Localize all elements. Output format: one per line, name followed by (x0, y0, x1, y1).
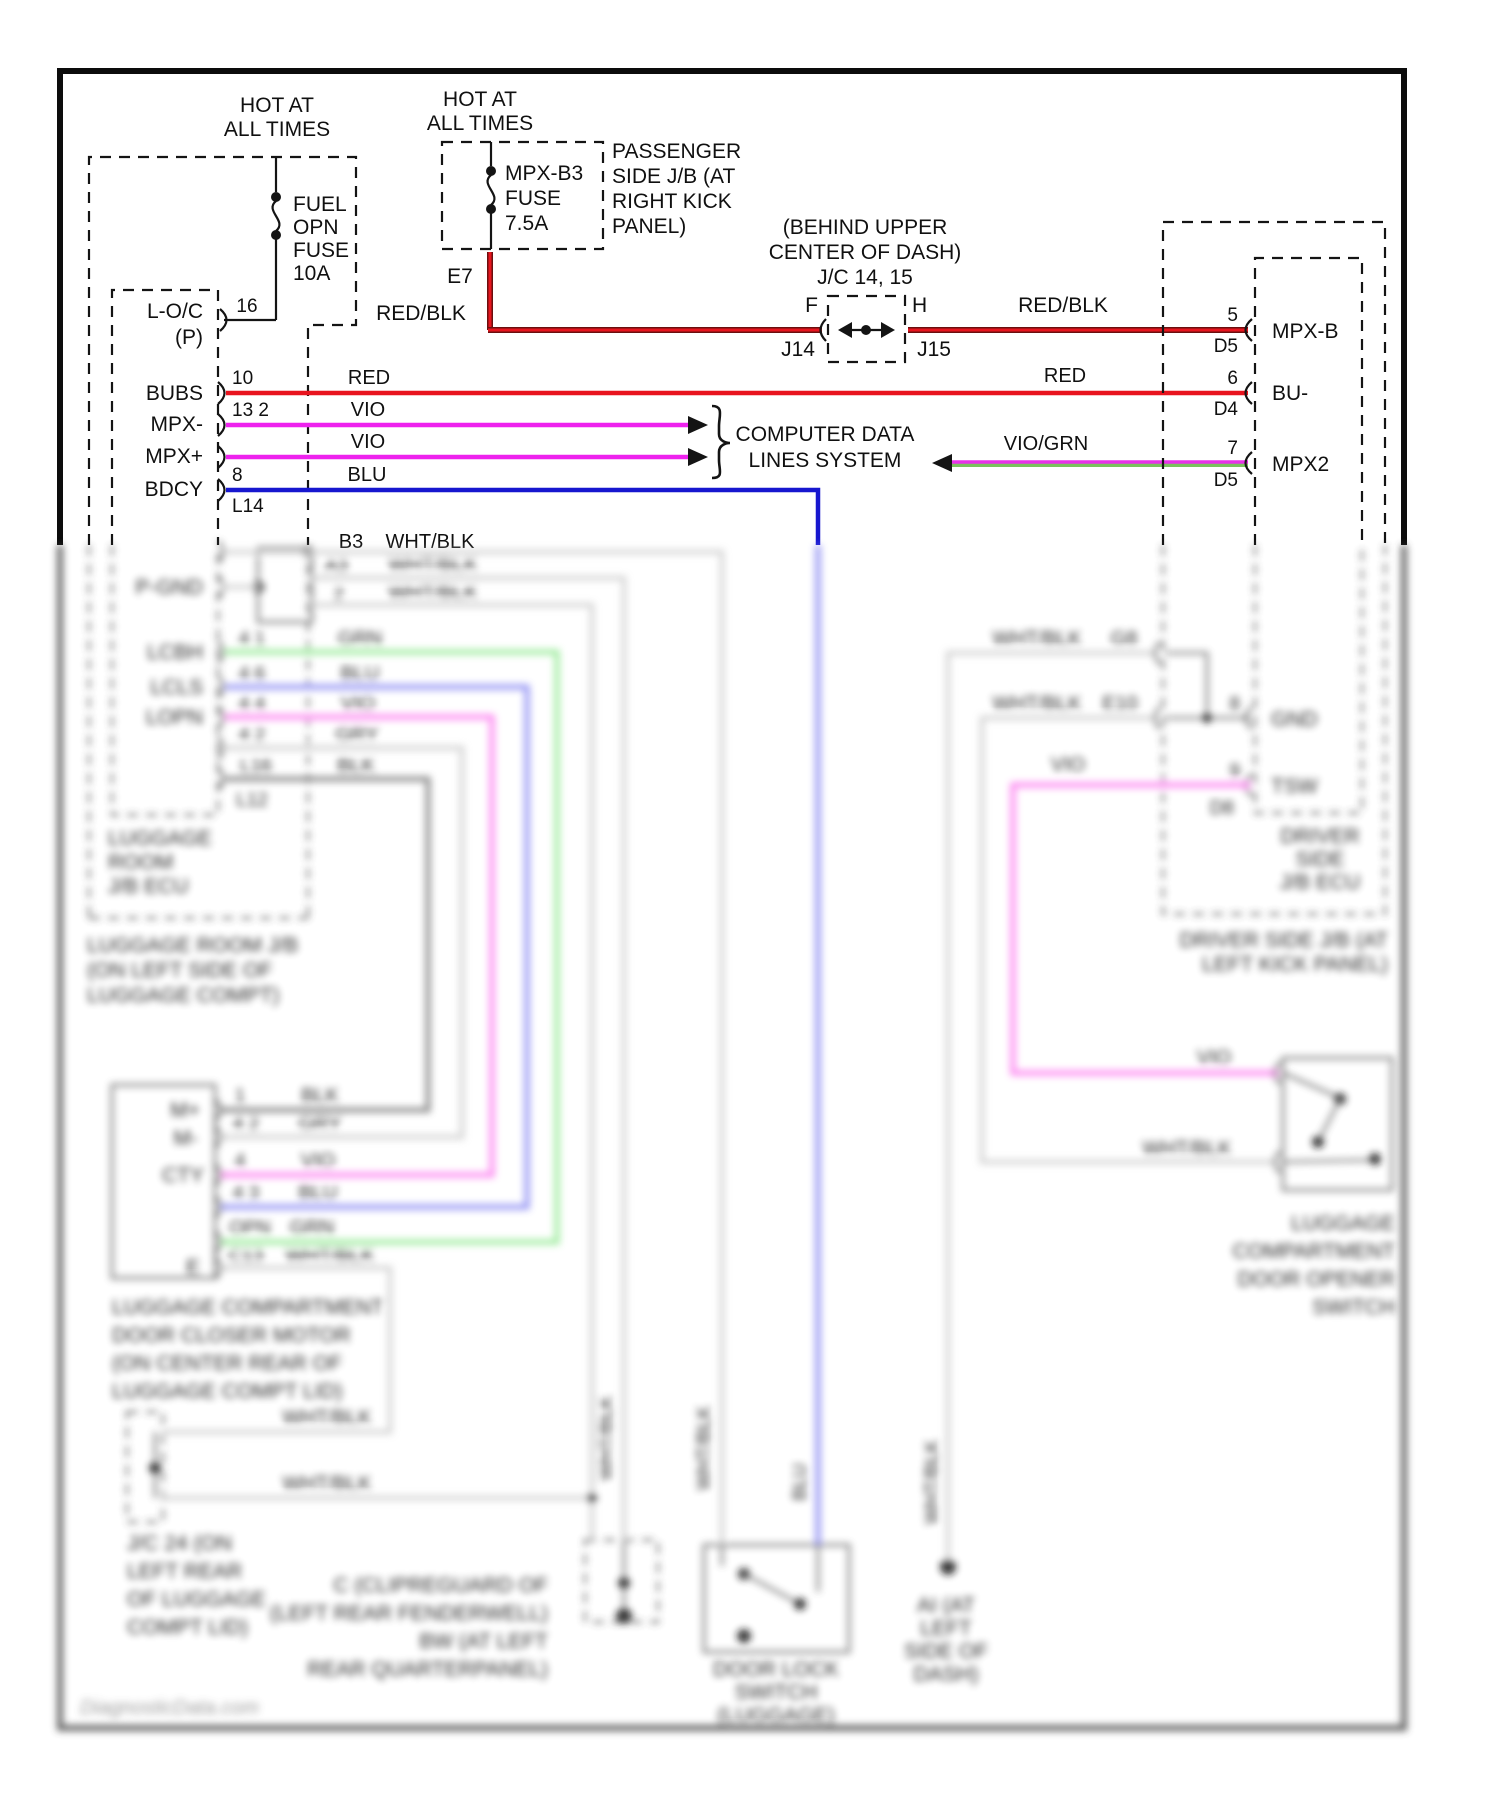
behind-label-2: CENTER OF DASH) (768, 241, 962, 264)
pin-10: 10 (232, 368, 254, 389)
cbw-caption-4: REAR QUARTERPANEL) (307, 1658, 548, 1681)
arrow-left-icon (932, 454, 952, 472)
pin-16-bracket (220, 309, 227, 331)
mpin-2-color: GRY (298, 1113, 342, 1135)
fuse-label-2: OPN (293, 216, 339, 239)
g8-gnd-wire (948, 653, 1158, 1560)
jc24-whtblk-1: WHT/BLK (282, 1407, 372, 1429)
whtblk-label-3: WHT/BLK (388, 582, 478, 604)
all-times-2: ALL TIMES (426, 112, 534, 135)
f-label: F (805, 294, 818, 317)
mpx2-label: MPX2 (1272, 453, 1330, 476)
jc24-caption-4: COMPT LID) (127, 1616, 248, 1639)
mpxb3-rating: 7.5A (505, 212, 549, 235)
red-label-left: RED (347, 367, 391, 389)
vio-label-2: VIO (350, 431, 386, 453)
ai-caption-2: LEFT (920, 1617, 972, 1640)
viogrn-label: VIO/GRN (1003, 433, 1089, 455)
mpin-1: 1 (234, 1086, 246, 1107)
pin-6: 6 (1227, 368, 1238, 389)
jc24-whtblk-2: WHT/BLK (282, 1473, 372, 1495)
pin-bubs: BUBS (145, 382, 203, 405)
closer-caption-4: LUGGAGE COMPT LID) (112, 1380, 343, 1403)
passenger-label-4: PANEL) (612, 215, 687, 238)
m-minus-label: M- (173, 1127, 198, 1150)
gry-label: GRY (335, 724, 379, 746)
m-plus-label: M+ (170, 1099, 200, 1122)
pin-46: 4 6 (238, 664, 266, 685)
pin-d4: D4 (1213, 399, 1238, 420)
pin-5: 5 (1227, 305, 1238, 326)
redblk-label-right: RED/BLK (1018, 294, 1108, 317)
pin-8b: 8 (1229, 694, 1240, 715)
pin-16: 16 (236, 296, 258, 317)
arrow-right-icon (688, 448, 708, 466)
mpxb3-label: MPX-B3 (505, 162, 584, 185)
red-label-right: RED (1043, 365, 1087, 387)
switch-whtblk-label: WHT/BLK (1142, 1138, 1232, 1160)
driver-jb-ecu-box-bottom (1255, 545, 1362, 813)
cbw-caption-1: C (CLIPREGUARD OF (333, 1574, 548, 1597)
watermark: DiagnosticData.com (80, 1697, 259, 1719)
grn-label: GRN (337, 628, 383, 650)
fuse-label-4: 10A (293, 262, 331, 285)
jc24-caption-2: LEFT REAR (127, 1560, 243, 1583)
pgnd-junction (218, 547, 312, 622)
pin-l12: L12 (236, 790, 268, 811)
ai-caption-4: DASH) (913, 1663, 979, 1686)
cbw-caption-2: (LEFT REAR FENDERWELL) (269, 1602, 548, 1625)
blu-label: BLU (347, 464, 387, 486)
pin-mpx-minus: MPX- (150, 413, 203, 436)
lopn-label: LOPN (145, 706, 203, 729)
pin-bracket (1246, 319, 1253, 341)
e10-label: E10 (1102, 693, 1138, 715)
closer-caption-1: LUGGAGE COMPARTMENT (112, 1296, 385, 1319)
cbw-caption-3: BW (AT LEFT (419, 1630, 548, 1653)
vio-grn-wire (932, 454, 1248, 472)
lr-jb-1: LUGGAGE ROOM J/B (87, 934, 299, 957)
fuse-label-3: FUSE (293, 239, 350, 262)
vio-label-1: VIO (350, 399, 386, 421)
mpin-6-color: WHT/BLK (285, 1245, 375, 1267)
e10-whtblk-label: WHT/BLK (992, 693, 1082, 715)
cty-label: CTY (162, 1164, 204, 1187)
pin-13-2: 13 2 (232, 400, 269, 421)
hot-at-1: HOT AT (240, 94, 314, 117)
b3-label: B3 (338, 531, 364, 553)
g8-label: G8 (1110, 628, 1138, 650)
switch-vio-label: VIO (1196, 1047, 1232, 1069)
whtblk-rotated-2: WHT/BLK (694, 1405, 715, 1491)
jc1415-arrows (821, 319, 896, 341)
whtblk-b3-label: WHT/BLK (385, 531, 475, 553)
loc-p-label: (P) (175, 326, 203, 349)
arrow-right-icon (688, 416, 708, 434)
door-lock-switch (704, 1545, 849, 1652)
passenger-label-3: RIGHT KICK (612, 190, 732, 213)
redblk-label-left: RED/BLK (376, 302, 466, 325)
jc24-caption-3: OF LUGGAGE (127, 1588, 266, 1611)
door-opener-switch (1275, 1058, 1393, 1190)
blurred-section (60, 541, 1404, 1728)
mpin-5: OPN (229, 1218, 271, 1239)
cbw-connector (585, 1540, 658, 1624)
mpx-b-label: MPX-B (1272, 320, 1339, 343)
blu-rotated: BLU (790, 1463, 811, 1501)
pgnd-label: P-GND (135, 576, 203, 599)
e-label: E (185, 1256, 200, 1279)
drv-ecu-2: SIDE (1295, 848, 1345, 871)
e7-label: E7 (447, 265, 473, 288)
fuse-label-1: FUEL (293, 193, 347, 216)
pin-44: 4 4 (238, 694, 266, 715)
pin-42: 4 2 (238, 725, 266, 746)
pin-bracket (1246, 452, 1253, 474)
mpxb3-fuse-label: FUSE (505, 187, 562, 210)
lr-ecu-2: ROOM (108, 851, 174, 874)
lr-ecu-3: J/B ECU (108, 875, 189, 898)
cdl-line1: COMPUTER DATA (735, 423, 915, 446)
h-label: H (912, 294, 928, 317)
lr-jb-2: (ON LEFT SIDE OF (87, 959, 273, 982)
hot-at-2: HOT AT (443, 88, 517, 111)
whtblk-wire-2 (312, 578, 624, 1540)
tsw-vio-label: VIO (1050, 754, 1086, 776)
dls-caption-3: (LUGGAGE) (717, 1704, 835, 1727)
pin-a3: A3 (324, 556, 348, 577)
opener-caption-1: LUGGAGE (1291, 1212, 1395, 1235)
passenger-label-2: SIDE J/B (AT (612, 165, 736, 188)
pin-bdcy: BDCY (144, 478, 203, 501)
mpin-3-color: VIO (300, 1150, 336, 1172)
gnd-label: GND (1271, 708, 1318, 731)
ai-caption-1: AI (AT (917, 1594, 975, 1617)
pin-d5b: D5 (1213, 470, 1238, 491)
lcls-label: LCLS (150, 676, 203, 699)
clear-section (60, 71, 1404, 553)
opener-caption-3: DOOR OPENER (1237, 1268, 1395, 1291)
jc1415-label: J/C 14, 15 (817, 266, 913, 289)
bu-label: BU- (1272, 382, 1309, 405)
j14-label: J14 (781, 338, 815, 361)
jc24-caption-1: J/C 24 (ON (127, 1532, 233, 1555)
whtblk-label-2: WHT/BLK (388, 554, 478, 576)
pin-l14: L14 (232, 496, 264, 517)
ground-dot (940, 1559, 956, 1575)
lcbh-label: LCBH (146, 641, 203, 664)
mpin-4-color: BLU (298, 1182, 338, 1204)
pin-d5: D5 (1213, 336, 1238, 357)
lr-ecu-1: LUGGAGE (108, 827, 212, 850)
ai-caption-3: SIDE OF (903, 1640, 989, 1663)
blu-label-2: BLU (340, 663, 380, 685)
pin-2: 2 (333, 584, 344, 605)
cdl-line2: LINES SYSTEM (748, 449, 902, 472)
closer-caption-2: DOOR CLOSER MOTOR (112, 1324, 351, 1347)
j15-label: J15 (917, 338, 951, 361)
lr-jb-3: LUGGAGE COMPT) (87, 984, 280, 1007)
whtblk-rotated-3: WHT/BLK (922, 1439, 943, 1525)
dls-caption-1: DOOR LOCK (712, 1658, 840, 1681)
pin-l16: L16 (240, 756, 272, 777)
behind-label-1: (BEHIND UPPER (782, 216, 948, 239)
tsw-label: TSW (1271, 775, 1318, 798)
mpin-5-color: GRN (289, 1217, 335, 1239)
pin-mpx-plus: MPX+ (145, 445, 203, 468)
mpin-1-color: BLK (301, 1085, 339, 1107)
whtblk-rotated-1: WHT/BLK (596, 1395, 617, 1481)
pin-7: 7 (1227, 438, 1238, 459)
mpx-b3-fuse (486, 142, 496, 249)
mpin-2: 4 2 (232, 1114, 260, 1135)
mpin-4: 4 3 (232, 1183, 260, 1204)
opener-caption-2: COMPARTMENT (1232, 1240, 1395, 1263)
drv-ecu-3: J/B ECU (1279, 871, 1361, 894)
pin-bracket (1246, 382, 1253, 404)
mpin-6: C13 (228, 1246, 264, 1267)
pin-8: 8 (232, 465, 243, 486)
drv-jb-caption-2: LEFT KICK PANEL) (1202, 953, 1388, 976)
closer-caption-3: (ON CENTER REAR OF (112, 1352, 342, 1375)
opener-caption-4: SWITCH (1312, 1296, 1395, 1319)
mpin-3: 4 (234, 1151, 246, 1172)
pin-d8: D8 (1209, 798, 1234, 819)
pin-41: 4 1 (238, 629, 266, 650)
drv-jb-caption-1: DRIVER SIDE J/B (AT (1179, 929, 1388, 952)
dls-caption-2: SWITCH (734, 1681, 818, 1704)
passenger-label-1: PASSENGER (612, 140, 742, 163)
drv-ecu-1: DRIVER (1280, 825, 1360, 848)
brace-icon (712, 406, 730, 478)
g8-whtblk-label: WHT/BLK (992, 628, 1082, 650)
pin-9: 9 (1229, 761, 1240, 782)
blu-wire (226, 490, 818, 545)
blk-label: BLK (337, 755, 375, 777)
all-times-1: ALL TIMES (223, 118, 331, 141)
vio-label-3: VIO (340, 693, 376, 715)
loc-label: L-O/C (146, 300, 203, 323)
